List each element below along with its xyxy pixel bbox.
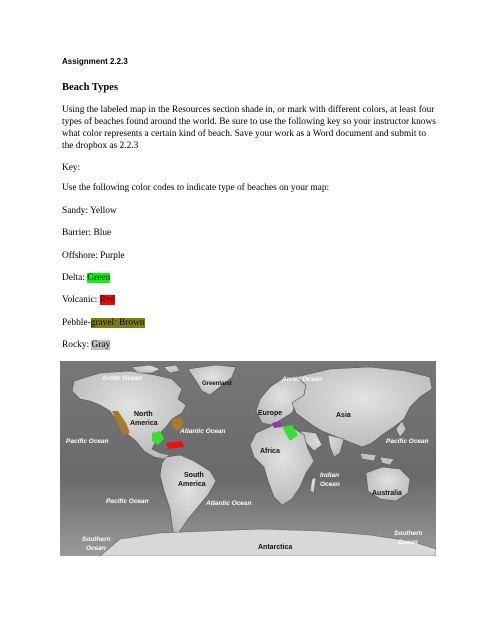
label-antarctica: Antarctica — [258, 544, 293, 551]
label-indian-ocean-1: Indian — [320, 472, 340, 479]
key-pebble-value: gravel: Brown — [90, 318, 145, 328]
key-offshore — [62, 251, 125, 261]
key-delta — [62, 273, 110, 283]
label-north-america-2: America — [130, 420, 158, 427]
key-barrier-value: Blue — [93, 228, 112, 238]
label-europe: Europe — [258, 410, 283, 417]
key-volcanic-value: Red — [99, 295, 115, 305]
label-south-america-1: South — [184, 472, 204, 479]
key-heading: Key: — [62, 163, 81, 173]
key-sandy-value: Yellow — [90, 206, 117, 216]
label-australia: Australia — [372, 490, 402, 497]
label-atlantic-ocean-north: Atlantic Ocean — [180, 428, 226, 435]
label-southern-ocean-left-2: Ocean — [86, 545, 106, 552]
key-sandy — [62, 206, 117, 216]
label-pacific-ocean-left: Pacific Ocean — [66, 438, 109, 445]
key-intro: Use the following color codes to indicate type of beaches on your map: — [62, 183, 330, 193]
label-arctic-ocean-right: Arctic Ocean — [282, 376, 323, 383]
label-pacific-ocean-south: Pacific Ocean — [106, 498, 149, 505]
world-map — [60, 361, 436, 556]
assignment-number: Assignment 2.2.3 — [62, 57, 128, 66]
key-barrier — [62, 228, 111, 238]
label-indian-ocean-2: Ocean — [320, 481, 340, 488]
label-southern-ocean-left-1: Southern — [82, 536, 111, 543]
label-atlantic-ocean-south: Atlantic Ocean — [206, 500, 252, 507]
key-offshore-value: Purple — [100, 251, 125, 261]
label-greenland: Greenland — [202, 381, 232, 387]
label-africa: Africa — [260, 448, 280, 455]
key-rocky — [62, 340, 110, 350]
key-delta-value: Green — [87, 273, 111, 283]
key-barrier-label: Barrier: — [62, 228, 92, 238]
key-delta-label: Delta: — [62, 273, 85, 283]
key-pebble-label: Pebble- — [62, 318, 91, 328]
key-sandy-label: Sandy: — [62, 206, 89, 216]
label-arctic-ocean-left: Arctic Ocean — [102, 375, 143, 382]
instructions-paragraph: Using the labeled map in the Resources section shade in, or mark with different colors, at least four types of beaches found around the world. Be sure to use the following key so your instructor knows what color represents a certain kind of beach. Save your work as a Word document and submit to the dropbox as 2.2.3 — [62, 105, 436, 151]
label-southern-ocean-right-1: Southern — [394, 530, 423, 537]
key-offshore-label: Offshore: — [62, 251, 98, 261]
label-north-america-1: North — [134, 411, 153, 418]
label-asia: Asia — [336, 412, 351, 419]
key-rocky-value: Gray — [91, 340, 111, 350]
key-pebble — [62, 318, 145, 328]
key-volcanic-label: Volcanic: — [62, 295, 98, 305]
label-south-america-2: America — [178, 481, 206, 488]
key-volcanic — [62, 295, 115, 305]
label-southern-ocean-right-2: Ocean — [398, 539, 418, 546]
label-pacific-ocean-right: Pacific Ocean — [386, 438, 429, 445]
page-title: Beach Types — [62, 82, 118, 93]
key-rocky-label: Rocky: — [62, 340, 90, 350]
